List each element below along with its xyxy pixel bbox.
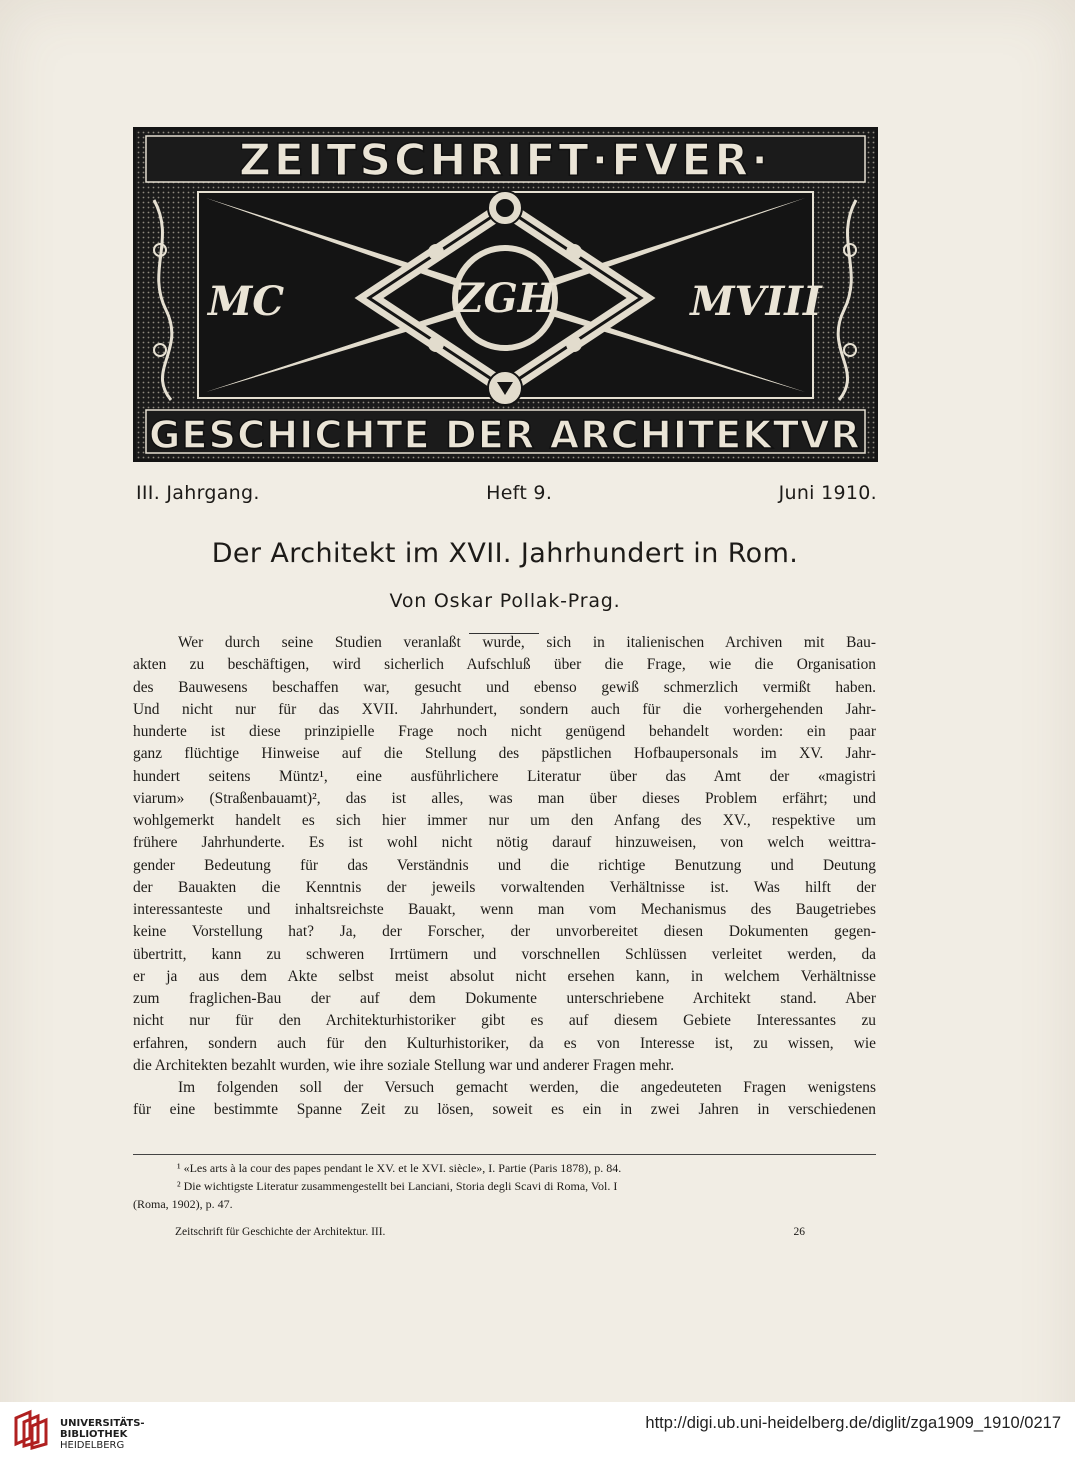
masthead-top-text: ZEITSCHRIFT·FVER· xyxy=(239,135,771,186)
masthead-year-left: MC xyxy=(207,278,285,325)
masthead-year-right: MVIII xyxy=(690,278,822,325)
issue-date: Juni 1910. xyxy=(778,482,877,504)
body-line: Im folgenden soll der Versuch gemacht werden, die angedeuteten Fragen wenigstens xyxy=(178,1079,876,1096)
masthead-bottom-text: GESCHICHTE DER ARCHITEKTVR xyxy=(149,413,861,457)
footnote-rule xyxy=(133,1154,876,1155)
body-line: wohlgemerkt handelt es sich hier immer nur um den Anfang des XV., respektive um xyxy=(133,812,876,829)
source-url-link[interactable]: http://digi.ub.uni-heidelberg.de/diglit/zga1909_1910/0217 xyxy=(645,1414,1061,1432)
page-number: 26 xyxy=(793,1226,805,1238)
body-line: übertritt, kann zu schweren Irrtümern und vorschnellen Schlüssen verleitet werden, da xyxy=(133,945,876,963)
body-line: ganz flüchtige Hinweise auf die Stellung des päpstlichen Hofbaupersonals im XV. Jahr- xyxy=(133,745,876,763)
library-line-3: HEIDELBERG xyxy=(60,1440,125,1451)
masthead-artwork xyxy=(136,130,875,459)
article-body xyxy=(133,632,876,1122)
body-line: zum fraglichen-Bau der auf dem Dokumente unterschriebene Architekt stand. Aber xyxy=(133,990,876,1007)
body-line: hundert seitens Müntz¹, eine ausführlichere Literatur über das Amt der «magistri xyxy=(133,767,876,785)
running-footer xyxy=(175,1226,805,1238)
body-line: viarum» (Straßenbauamt)², das ist alles, was man über dieses Problem erfährt; und xyxy=(133,789,876,807)
library-name xyxy=(60,1418,145,1451)
body-line: die Architekten bezahlt wurden, wie ihre soziale Stellung war und anderer Fragen mehr. xyxy=(133,1056,675,1074)
body-line: nicht nur für den Architekturhistoriker gibt es auf diesem Gebiete Interessantes zu xyxy=(133,1012,876,1030)
library-logo-icon xyxy=(10,1408,52,1450)
body-line: interessanteste und inhaltsreichste Bauakt, wenn man vom Mechanismus des Baugetriebes xyxy=(133,901,876,918)
body-line: der Bauakten die Kenntnis der jeweils vorwaltenden Verhältnisse ist. Was hilft der xyxy=(133,878,876,896)
issue-number: Heft 9. xyxy=(486,482,553,504)
volume-label: III. Jahrgang. xyxy=(136,482,260,504)
body-line: des Bauwesens beschaffen war, gesucht und ebenso gewiß schmerzlich vermißt haben. xyxy=(133,678,876,696)
library-line-2: BIBLIOTHEK xyxy=(60,1429,128,1440)
body-line: akten zu beschäftigen, wird sicherlich Aufschluß über die Frage, wie die Organisation xyxy=(133,656,876,674)
footnotes xyxy=(133,1159,876,1213)
body-line: Und nicht nur für das XVII. Jahrhundert, sondern auch für die vorhergehenden Jahr- xyxy=(133,700,876,718)
body-line: erfahren, sondern auch für den Kulturhistoriker, da es von Interesse ist, zu wissen, wie xyxy=(133,1034,876,1052)
article-author: Von Oskar Pollak-Prag. xyxy=(389,590,621,612)
article-title: Der Architekt im XVII. Jahrhundert in Rom. xyxy=(211,538,799,569)
body-line: frühere Jahrhunderte. Es ist wohl nicht nötig darauf hinzuweisen, von welch weittra- xyxy=(133,834,876,852)
body-line: hunderte ist diese prinzipielle Frage noch nicht genügend behandelt worden: ein paar xyxy=(133,723,876,740)
body-line: er ja aus dem Akte selbst meist absolut nicht ersehen kann, in welchem Verhältnisse xyxy=(133,967,876,985)
journal-masthead xyxy=(133,127,878,462)
journal-name: Zeitschrift für Geschichte der Architektur. III. xyxy=(175,1226,386,1238)
body-line: für eine bestimmte Spanne Zeit zu lösen, soweit es ein in zwei Jahren in verschiedenen xyxy=(133,1101,876,1119)
issue-line xyxy=(136,482,877,504)
footnote-1: ¹ «Les arts à la cour des papes pendant le XV. et le XVI. siècle», I. Partie (Paris 1878), p. 84. xyxy=(177,1161,622,1175)
footnote-2: ² Die wichtigste Literatur zusammengestellt bei Lanciani, Storia degli Scavi di Roma, Vol. I xyxy=(177,1179,618,1193)
masthead-monogram: ZGH xyxy=(454,275,556,322)
footnote-2-cont: (Roma, 1902), p. 47. xyxy=(133,1197,233,1211)
body-line: keine Vorstellung hat? Ja, der Forscher, der unvorbereitet diesen Dokumenten gegen- xyxy=(133,923,876,941)
library-line-1: UNIVERSITÄTS- xyxy=(60,1418,145,1429)
body-line: Wer durch seine Studien veranlaßt wurde, sich in italienischen Archiven mit Bau- xyxy=(178,634,876,651)
body-line: gender Bedeutung für das Verständnis und die richtige Benutzung und Deutung xyxy=(133,856,876,874)
